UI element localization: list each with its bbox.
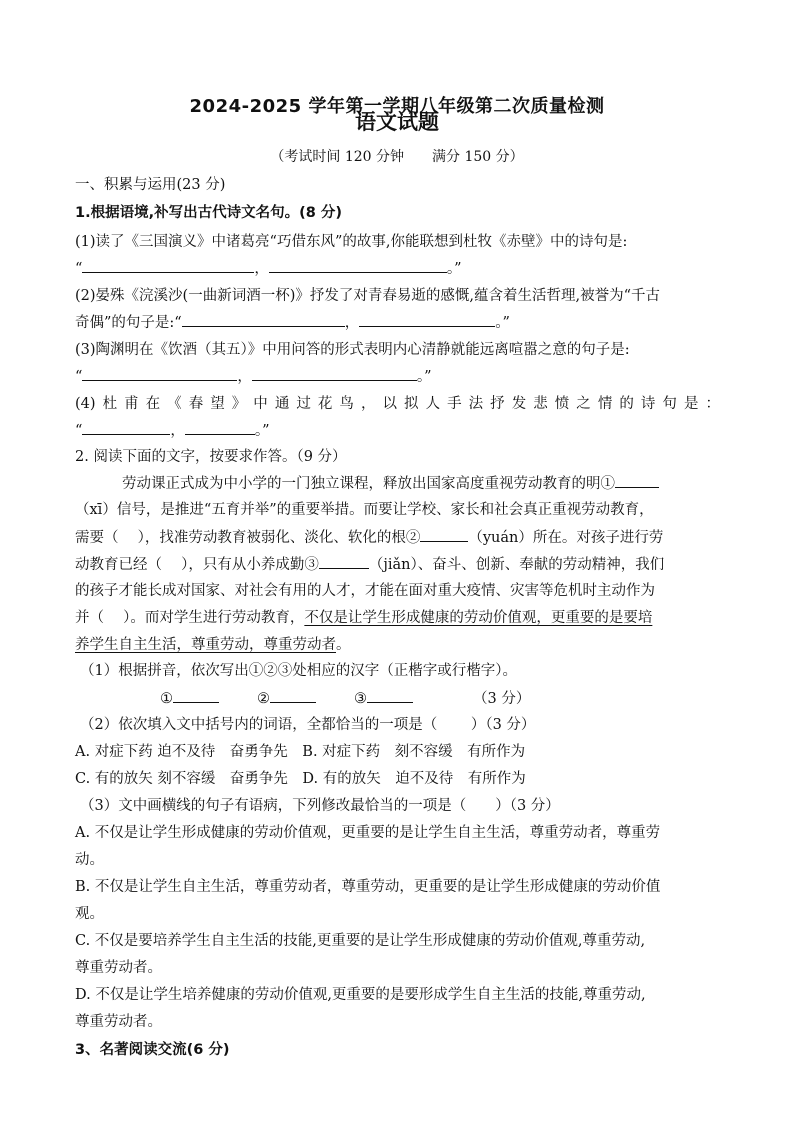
answer-blank[interactable]: [252, 366, 417, 381]
q1-part3-prompt: (3)陶渊明在《饮酒（其五）》中用问答的形式表明内心清静就能远离喧嚣之意的句子是:: [75, 342, 630, 358]
passage-line-2: （xī）信号，是推进“五育并举”的重要举措。而要让学校、家长和社会真正重视劳动教育，: [75, 502, 654, 518]
comma: ，: [344, 315, 360, 331]
q2-sub1: （1）根据拼音，依次写出①②③处相应的汉字（正楷字或行楷字）。: [80, 663, 517, 679]
answer-blank[interactable]: [420, 527, 468, 542]
close-quote: 。”: [495, 315, 510, 331]
underlined-sentence: 养学生自主生活，尊重劳动，尊重劳动者: [75, 637, 336, 653]
answer-blank[interactable]: [82, 258, 254, 273]
answer-blank[interactable]: [173, 688, 219, 703]
comma: ，: [237, 369, 252, 385]
passage-line-4: [75, 554, 720, 575]
answer-blank[interactable]: [182, 312, 345, 327]
passage-line-1: [122, 473, 720, 494]
answer-blank[interactable]: [270, 688, 316, 703]
passage-text: 并（ ）。而对学生进行劳动教育，: [75, 610, 305, 626]
answer-blank[interactable]: [615, 473, 659, 488]
passage-text: （jiǎn）、奋斗、创新、奉献的劳动精神，我们: [368, 557, 665, 573]
question-2-stem: 2. 阅读下面的文字，按要求作答。（9 分）: [75, 449, 347, 465]
passage-text: 劳动课正式成为中小学的一门独立课程，释放出国家高度重视劳动教育的明①: [122, 476, 615, 492]
open-quote: “: [75, 261, 83, 277]
q1-part1-answer: [75, 258, 720, 279]
close-quote: 。”: [254, 423, 270, 439]
answer-blank[interactable]: [319, 554, 369, 569]
close-quote: 。”: [446, 261, 462, 277]
q1-part1-prompt: (1)读了《三国演义》中诸葛亮“巧借东风”的故事,你能联想到杜牧《赤壁》中的诗句是:: [75, 234, 628, 250]
q2-sub2-option-cd: C. 有的放矢 刻不容缓 奋勇争先 D. 有的放矢 迫不及待 有所作为: [75, 771, 526, 787]
answer-blank[interactable]: [82, 366, 237, 381]
passage-line-3: [75, 527, 720, 548]
q1-part2-answer: [75, 312, 720, 333]
comma: ，: [170, 423, 185, 439]
exam-title: 2024-2025 学年第一学期八年级第二次质量检测: [189, 96, 605, 117]
q2-sub3: （3）文中画横线的句子有语病，下列修改最恰当的一项是（ ）（3 分）: [80, 798, 560, 814]
passage-text: 需要（ ），找准劳动教育被弱化、淡化、软化的根②: [75, 530, 421, 546]
q2-sub2: （2）依次填入文中括号内的词语，全都恰当的一项是（ ）（3 分）: [80, 717, 536, 733]
answer-blank[interactable]: [269, 258, 447, 273]
section-heading: 一、积累与运用(23 分): [75, 177, 226, 193]
close-quote: 。”: [416, 369, 432, 385]
comma: ，: [254, 261, 269, 277]
passage-line-6: [75, 608, 720, 628]
q2-sub3-option-d-cont: 尊重劳动者。: [75, 1014, 162, 1030]
blank-marker: ①: [160, 691, 173, 707]
q1-part3-answer: [75, 366, 720, 387]
q2-sub3-option-a: A. 不仅是让学生形成健康的劳动价值观，更重要的是让学生自主生活，尊重劳动者，尊重劳: [75, 825, 661, 841]
blank-marker: ②: [257, 691, 270, 707]
answer-blank[interactable]: [359, 312, 495, 327]
prompt-tail: 奇偶”的句子是:“: [75, 315, 182, 331]
passage-text: （yuán）所在。对孩子进行劳: [468, 530, 664, 546]
blank-marker: ③: [354, 691, 367, 707]
question-1-stem: 1.根据语境,补写出古代诗文名句。(8 分): [75, 205, 342, 221]
open-quote: “: [75, 369, 83, 385]
q1-part4-answer: [75, 420, 720, 441]
underlined-sentence: 不仅是让学生形成健康的劳动价值观，更重要的是要培: [304, 610, 653, 626]
score-label: （3 分）: [473, 691, 531, 707]
q2-sub3-option-c-cont: 尊重劳动者。: [75, 960, 162, 976]
answer-blank[interactable]: [185, 420, 255, 435]
q2-sub3-option-a-cont: 动。: [75, 852, 104, 868]
exam-info: （考试时间 120 分钟 满分 150 分）: [270, 149, 524, 165]
q1-part4-prompt: (4)杜甫在《春望》中通过花鸟，以拟人手法抒发悲愤之情的诗句是：: [75, 396, 720, 412]
q2-sub3-option-b: B. 不仅是让学生自主生活，尊重劳动者，尊重劳动，更重要的是让学生形成健康的劳动价值: [75, 879, 661, 895]
open-quote: “: [75, 423, 83, 439]
passage-line-5: 的孩子才能长成对国家、对社会有用的人才，才能在面对重大疫情、灾害等危机时主动作为: [75, 583, 655, 599]
q2-sub2-option-ab: A. 对症下药 迫不及待 奋勇争先 B. 对症下药 刻不容缓 有所作为: [75, 744, 526, 760]
passage-line-7: [75, 635, 720, 655]
q2-sub1-blanks: [160, 688, 794, 709]
passage-text: 动教育已经（ ），只有从小养成勤③: [75, 557, 319, 573]
answer-blank[interactable]: [82, 420, 170, 435]
q2-sub3-option-b-cont: 观。: [75, 906, 104, 922]
answer-blank[interactable]: [367, 688, 413, 703]
q2-sub3-option-d: D. 不仅是让学生培养健康的劳动价值观,更重要的是要形成学生自主生活的技能,尊重劳动,: [75, 987, 646, 1003]
question-3-stem: 3、名著阅读交流(6 分): [75, 1042, 230, 1058]
subject-title: 语文试题: [355, 110, 439, 134]
passage-text: 。: [336, 637, 351, 653]
q1-part2-prompt: (2)晏殊《浣溪沙(一曲新词酒一杯)》抒发了对青春易逝的感慨,蕴含着生活哲理,被誉为“千古: [75, 288, 660, 304]
q2-sub3-option-c: C. 不仅是要培养学生自主生活的技能,更重要的是让学生形成健康的劳动价值观,尊重劳动,: [75, 933, 646, 949]
